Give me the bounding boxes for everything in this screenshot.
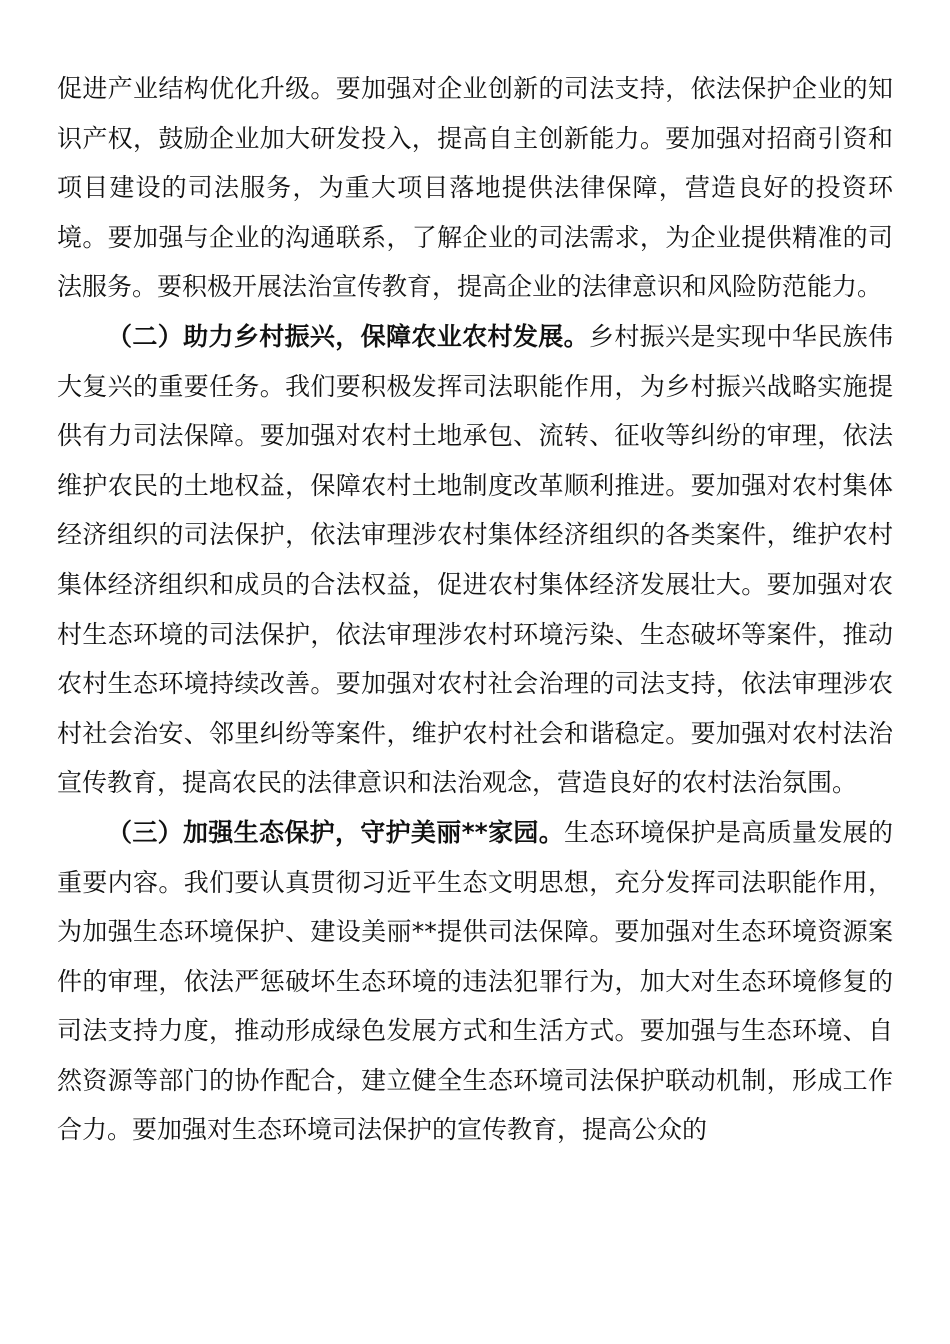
section-heading: （三）加强生态保护，守护美丽**家园。 (107, 817, 565, 847)
document-page (57, 64, 893, 1155)
paragraph-ecological-protection (57, 808, 893, 1155)
paragraph-continuation (57, 64, 893, 312)
paragraph-body: 促进产业结构优化升级。要加强对企业创新的司法支持，依法保护企业的知识产权，鼓励企业加大研发投入，提高自主创新能力。要加强对招商引资和项目建设的司法服务，为重大项目落地提供法律保障，营造良好的投资环境。要加强与企业的沟通联系，了解企业的司法需求，为企业提供精准的司法服务。要积极开展法治宣传教育，提高企业的法律意识和风险防范能力。 (57, 74, 893, 302)
section-heading: （二）助力乡村振兴，保障农业农村发展。 (107, 321, 589, 351)
paragraph-rural-revitalization (57, 312, 893, 808)
paragraph-body: 乡村振兴是实现中华民族伟大复兴的重要任务。我们要积极发挥司法职能作用，为乡村振兴战略实施提供有力司法保障。要加强对农村土地承包、流转、征收等纠纷的审理，依法维护农民的土地权益，保障农村土地制度改革顺利推进。要加强对农村集体经济组织的司法保护，依法审理涉农村集体经济组织的各类案件，维护农村集体经济组织和成员的合法权益，促进农村集体经济发展壮大。要加强对农村生态环境的司法保护，依法审理涉农村环境污染、生态破坏等案件，推动农村生态环境持续改善。要加强对农村社会治理的司法支持，依法审理涉农村社会治安、邻里纠纷等案件，维护农村社会和谐稳定。要加强对农村法治宣传教育，提高农民的法律意识和法治观念，营造良好的农村法治氛围。 (57, 321, 893, 798)
paragraph-body: 生态环境保护是高质量发展的重要内容。我们要认真贯彻习近平生态文明思想，充分发挥司法职能作用，为加强生态环境保护、建设美丽**提供司法保障。要加强对生态环境资源案件的审理，依法严惩破坏生态环境的违法犯罪行为，加大对生态环境修复的司法支持力度，推动形成绿色发展方式和生活方式。要加强与生态环境、自然资源等部门的协作配合，建立健全生态环境司法保护联动机制，形成工作合力。要加强对生态环境司法保护的宣传教育，提高公众的 (57, 817, 893, 1145)
